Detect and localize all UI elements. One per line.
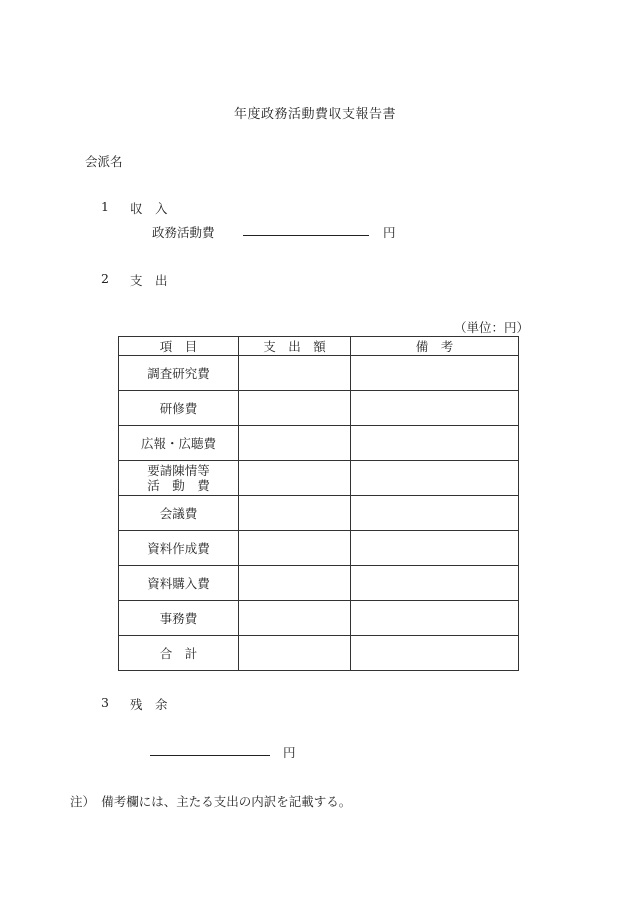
table-header-row <box>119 337 519 356</box>
header-item: 項 目 <box>119 337 239 356</box>
table-row <box>119 601 519 636</box>
total-remarks-cell <box>351 636 519 671</box>
total-amount-cell <box>239 636 351 671</box>
row-item: 調査研究費 <box>119 356 239 391</box>
amount-cell <box>239 356 351 391</box>
section2-number: 2 <box>101 271 109 286</box>
table-row <box>119 426 519 461</box>
balance-currency: 円 <box>283 745 296 760</box>
row-item-line2: 活 動 費 <box>147 478 210 493</box>
header-remarks: 備 考 <box>351 337 519 356</box>
section1-number: 1 <box>101 199 109 214</box>
row-item-line1: 要請陳情等 <box>147 463 210 478</box>
amount-cell <box>239 601 351 636</box>
amount-cell <box>239 461 351 496</box>
header-amount: 支 出 額 <box>239 337 351 356</box>
income-item-label: 政務活動費 <box>152 225 215 240</box>
amount-cell <box>239 496 351 531</box>
table-row <box>119 531 519 566</box>
faction-label: 会派名 <box>85 154 123 169</box>
table-row <box>119 391 519 426</box>
footnote: 注） 備考欄には、主たる支出の内訳を記載する。 <box>70 794 352 809</box>
table-row <box>119 496 519 531</box>
section2-heading: 支 出 <box>130 273 168 288</box>
total-label: 合 計 <box>119 636 239 671</box>
table-total-row <box>119 636 519 671</box>
row-item: 広報・広聴費 <box>119 426 239 461</box>
section1-heading: 収 入 <box>130 201 168 216</box>
amount-cell <box>239 426 351 461</box>
unit-note: （単位：円） <box>454 320 530 335</box>
income-amount-line <box>243 235 369 236</box>
remarks-cell <box>351 566 519 601</box>
balance-amount-line <box>150 755 270 756</box>
table-row <box>119 566 519 601</box>
remarks-cell <box>351 461 519 496</box>
section3-heading: 残 余 <box>130 697 168 712</box>
row-item <box>119 461 239 496</box>
amount-cell <box>239 391 351 426</box>
expenditure-table <box>118 336 519 671</box>
row-item: 資料購入費 <box>119 566 239 601</box>
row-item: 資料作成費 <box>119 531 239 566</box>
section3-number: 3 <box>101 695 109 710</box>
remarks-cell <box>351 496 519 531</box>
amount-cell <box>239 531 351 566</box>
income-currency: 円 <box>383 225 396 240</box>
table-row <box>119 461 519 496</box>
table-row <box>119 356 519 391</box>
document-title: 年度政務活動費収支報告書 <box>233 107 396 122</box>
row-item: 研修費 <box>119 391 239 426</box>
amount-cell <box>239 566 351 601</box>
remarks-cell <box>351 426 519 461</box>
row-item: 会議費 <box>119 496 239 531</box>
remarks-cell <box>351 391 519 426</box>
remarks-cell <box>351 356 519 391</box>
remarks-cell <box>351 601 519 636</box>
row-item: 事務費 <box>119 601 239 636</box>
remarks-cell <box>351 531 519 566</box>
